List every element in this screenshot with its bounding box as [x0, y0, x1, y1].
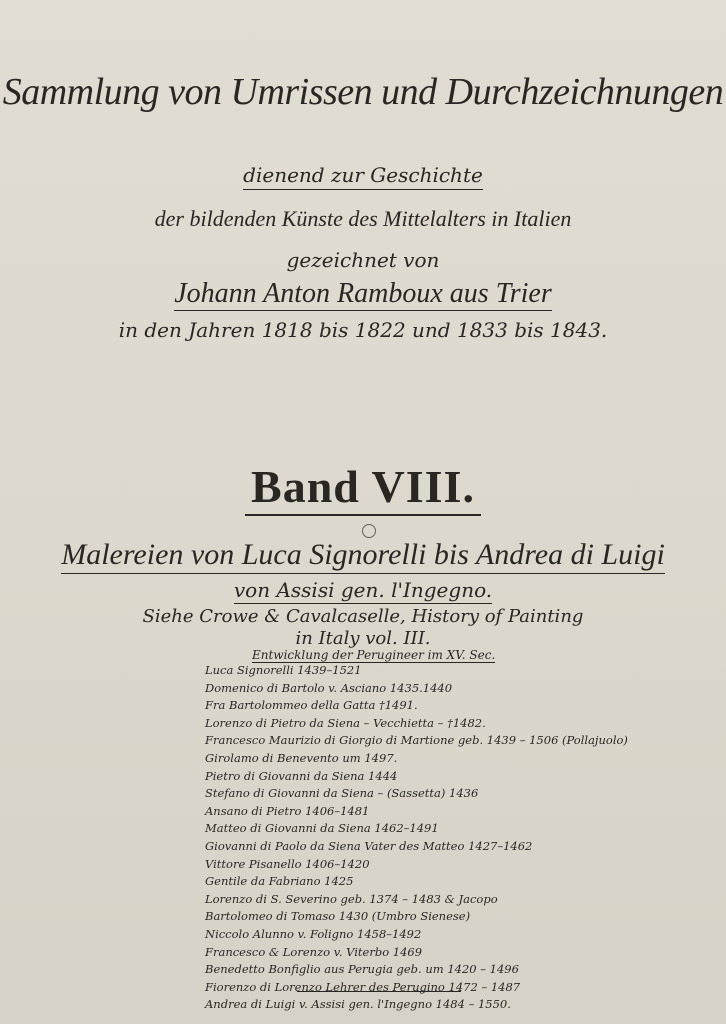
list-item: Benedetto Bonfiglio aus Perugia geb. um 1420 – 1496	[205, 962, 519, 977]
subtitle-underlined	[0, 163, 726, 187]
volume-label: Band VIII.	[245, 461, 481, 516]
list-item: Gentile da Fabriano 1425	[205, 874, 354, 889]
section-subtitle-text: von Assisi gen. l'Ingegno.	[233, 578, 493, 602]
subtitle-underlined-text: dienend zur Geschichte	[243, 163, 483, 190]
list-heading	[252, 648, 495, 662]
years-line: in den Jahren 1818 bis 1822 und 1833 bis 1843.	[118, 318, 608, 342]
reference-line-1: Siehe Crowe & Cavalcaselle, History of Painting	[142, 606, 584, 627]
list-item: Ansano di Pietro 1406–1481	[205, 803, 370, 818]
artist-list	[205, 662, 628, 1014]
section-title-text: Malereien von Luca Signorelli bis Andrea di Luigi	[61, 538, 665, 574]
list-item: Niccolo Alunno v. Foligno 1458–1492	[205, 926, 422, 941]
author-line	[0, 278, 726, 310]
section-subtitle	[0, 578, 726, 602]
list-item: Matteo di Giovanni da Siena 1462–1491	[205, 821, 439, 836]
list-item: Francesco Maurizio di Giorgio di Martione geb. 1439 – 1506 (Pollajuolo)	[205, 733, 628, 748]
volume-heading	[0, 460, 726, 513]
author-name: Johann Anton Ramboux aus Trier	[174, 278, 552, 309]
section-title	[0, 538, 726, 572]
list-item: Francesco & Lorenzo v. Viterbo 1469	[205, 944, 423, 959]
list-item: Girolamo di Benevento um 1497.	[205, 750, 398, 765]
list-item: Pietro di Giovanni da Siena 1444	[205, 768, 398, 783]
list-item: Domenico di Bartolo v. Asciano 1435.1440	[205, 680, 453, 695]
subtitle: der bildenden Künste des Mittelalters in Italien	[154, 206, 572, 231]
drawn-by-line: gezeichnet von	[286, 248, 440, 272]
list-item: Lorenzo di S. Severino geb. 1374 – 1483 & Jacopo	[205, 891, 498, 906]
list-heading-text: Entwicklung der Perugineer im XV. Sec.	[252, 648, 496, 662]
list-item: Vittore Pisanello 1406–1420	[205, 856, 370, 871]
list-item: Lorenzo di Pietro da Siena – Vecchietta – †1482.	[205, 715, 486, 730]
list-item: Fiorenzo di Lorenzo Lehrer des Perugino 1472 – 1487	[205, 979, 521, 994]
list-item: Fra Bartolommeo della Gatta †1491.	[205, 698, 418, 713]
stamp-mark-icon	[362, 524, 376, 538]
bottom-rule	[297, 991, 461, 992]
list-item: Giovanni di Paolo da Siena Vater des Matteo 1427–1462	[205, 838, 533, 853]
list-item: Luca Signorelli 1439–1521	[205, 663, 362, 677]
reference-line-2: in Italy vol. III.	[295, 628, 431, 649]
list-item: Stefano di Giovanni da Siena – (Sassetta) 1436	[205, 786, 479, 801]
list-item: Andrea di Luigi v. Assisi gen. l'Ingegno 1484 – 1550.	[205, 997, 511, 1012]
page-title: Sammlung von Umrissen und Durchzeichnungen	[2, 71, 724, 113]
list-item: Bartolomeo di Tomaso 1430 (Umbro Sienese)	[205, 909, 471, 924]
